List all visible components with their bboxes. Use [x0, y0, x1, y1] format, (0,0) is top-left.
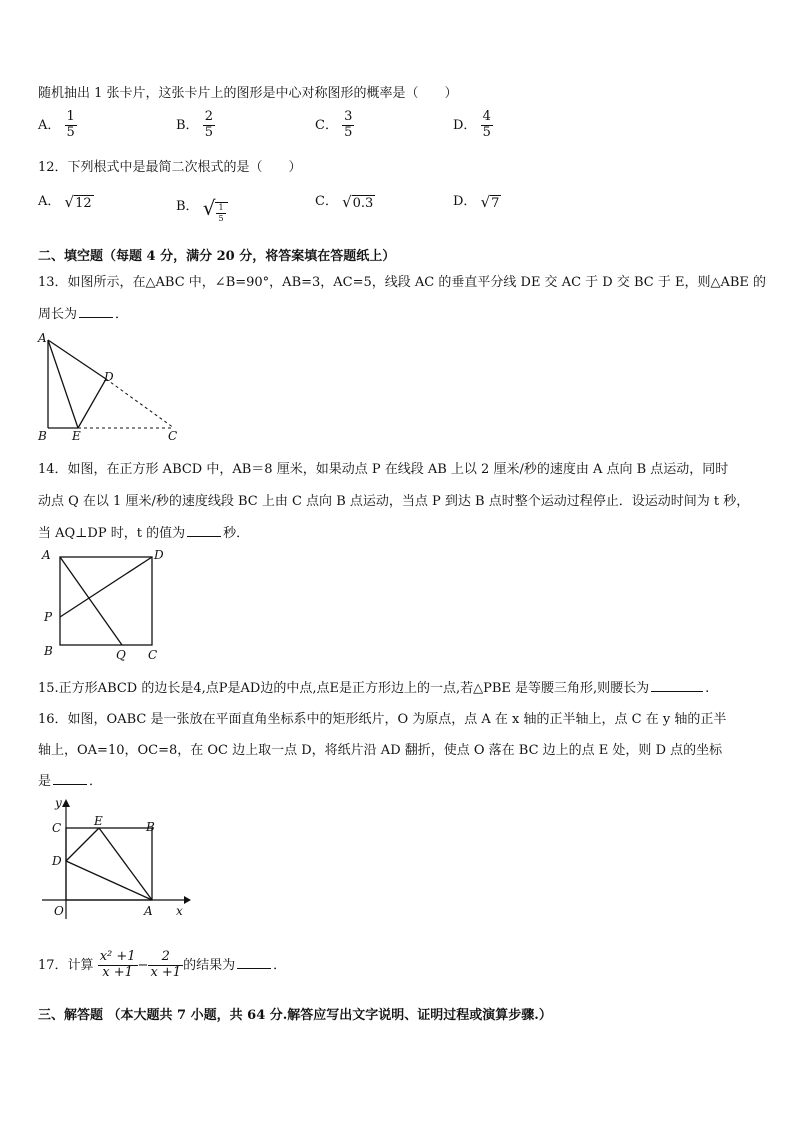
fraction: $\frac{\text{x² +1}}{x +1}$: [99, 949, 136, 980]
label-y: y: [55, 796, 62, 810]
label-d: D: [104, 370, 114, 384]
q11-option-d: [453, 110, 493, 141]
segment-ed: [78, 379, 106, 428]
option-letter: D．: [453, 117, 477, 133]
segment-de: [66, 828, 99, 861]
q12-option-a: [38, 190, 94, 211]
fraction: $\frac{4}{5}$: [482, 109, 491, 140]
y-axis-arrow: [62, 799, 70, 807]
q13-line-1: 13．如图所示，在△ABC 中，∠B=90°，AB=3，AC=5，线段 AC 的垂直平分线 DE 交 AC 于 D 交 BC 于 E，则△ABE 的: [38, 275, 767, 290]
sqrt-expression: √7: [480, 192, 500, 211]
q12-option-b: [176, 190, 228, 223]
option-letter: A．: [38, 117, 61, 133]
option-letter: D．: [453, 194, 477, 209]
option-letter: B．: [176, 198, 199, 214]
q16-line-3: 是 ．: [38, 774, 103, 789]
q13-line-2: 周长为 ．: [38, 307, 129, 322]
rectangle-oabc: [66, 828, 152, 900]
q15-text: 15.正方形ABCD 的边长是4,点P是AD边的中点,点E是正方形边上的一点,若△PBE 是等腰三角形,则腰长为 .: [38, 681, 710, 696]
fraction: $\frac{3}{5}$: [344, 109, 353, 140]
option-letter: C．: [315, 194, 338, 209]
sqrt-expression: √0.3: [342, 192, 374, 211]
label-p: P: [44, 610, 53, 624]
q17-expression: 17．计算 $\frac{\text{x² +1}}{x +1}$ − $\frac{2}{x +1}$ 的结果为 ．: [38, 949, 287, 980]
q11-option-b: [176, 110, 215, 141]
label-a: A: [38, 331, 47, 345]
q16-line-1: 16．如图，OABC 是一张放在平面直角坐标系中的矩形纸片，O 为原点，点 A 在 x 轴的正半轴上，点 C 在 y 轴的正半: [38, 712, 727, 727]
option-letter: A．: [38, 194, 61, 209]
answer-blank: [237, 956, 271, 969]
section-2-heading: 二、填空题（每题 4 分，满分 20 分，将答案填在答题纸上）: [38, 249, 396, 264]
label-d: D: [154, 548, 164, 562]
q11-option-c: [315, 110, 354, 141]
label-c: C: [52, 821, 62, 835]
q14-line-2: 动点 Q 在以 1 厘米/秒的速度线段 BC 上由 C 点向 B 点运动，当点 P 到达 B 点时整个运动过程停止．设运动时间为 t 秒，: [38, 494, 750, 509]
label-c: C: [148, 648, 158, 662]
label-e: E: [94, 814, 103, 828]
q12-stem: 12．下列根式中是最简二次根式的是（ ）: [38, 160, 302, 175]
label-d: D: [52, 854, 62, 868]
segment-ae: [48, 340, 78, 428]
label-x: x: [176, 904, 183, 918]
answer-blank: [79, 305, 113, 318]
answer-blank: [187, 524, 221, 537]
answer-blank: [53, 772, 87, 785]
q14-line-1: 14．如图，在正方形 ABCD 中，AB＝8 厘米，如果动点 P 在线段 AB 上以 2 厘米/秒的速度由 A 点向 B 点运动，同时: [38, 462, 729, 477]
label-q: Q: [116, 648, 126, 662]
q12-option-d: [453, 190, 501, 211]
q14-line-3: 当 AQ⊥DP 时，t 的值为 秒．: [38, 526, 250, 541]
label-b: B: [146, 820, 155, 834]
label-b: B: [38, 429, 47, 443]
label-c: C: [168, 429, 178, 443]
segment-dc: [106, 379, 174, 428]
segment-ad: [48, 340, 106, 379]
q16-line-2: 轴上，OA=10，OC=8，在 OC 边上取一点 D，将纸片沿 AD 翻折，使点 O 落在 BC 边上的点 E 处，则 D 点的坐标: [38, 743, 723, 758]
segment-dp: [60, 557, 152, 617]
q12-option-c: [315, 190, 375, 211]
x-axis-arrow: [184, 896, 191, 904]
segment-ea: [99, 828, 152, 900]
sqrt-expression: √12: [64, 192, 92, 211]
q14-square-figure: [36, 545, 176, 665]
sqrt-expression: √ $\frac{1}{5}$: [203, 196, 228, 223]
q11-stem-tail: 随机抽出 1 张卡片，这张卡片上的图形是中心对称图形的概率是（ ）: [38, 86, 458, 101]
option-letter: B．: [176, 117, 199, 133]
label-b: B: [44, 644, 53, 658]
q16-coordinate-figure: [36, 795, 196, 925]
segment-aq: [60, 557, 122, 645]
q13-triangle-figure: [34, 330, 194, 445]
fraction: $\frac{2}{5}$: [204, 109, 213, 140]
label-o: O: [54, 904, 64, 918]
fraction: $\frac{1}{5}$: [66, 109, 75, 140]
q11-option-a: [38, 110, 77, 141]
answer-blank: [651, 679, 703, 692]
label-a: A: [42, 548, 51, 562]
fraction: $\frac{2}{x +1}$: [150, 949, 182, 980]
option-letter: C．: [315, 117, 338, 133]
square-abcd: [60, 557, 152, 645]
segment-da: [66, 861, 152, 900]
label-e: E: [72, 429, 81, 443]
section-3-heading: 三、解答题 （本大题共 7 小题，共 64 分.解答应写出文字说明、证明过程或演算步骤.）: [38, 1008, 552, 1023]
label-a: A: [144, 904, 153, 918]
